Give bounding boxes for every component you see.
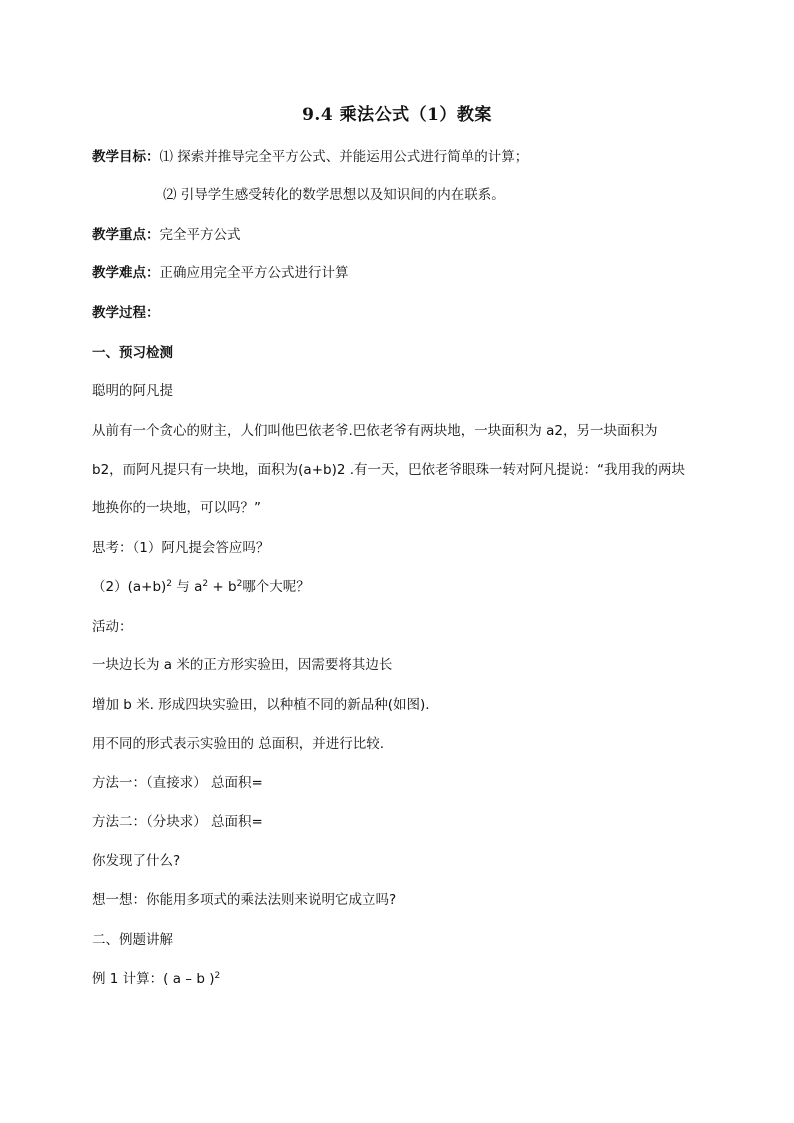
- section2-heading: 二、例题讲解: [92, 932, 173, 948]
- activity-line-1: 一块边长为 a 米的正方形实验田，因需要将其边长: [92, 657, 393, 673]
- key-point-label: 教学重点：: [92, 227, 160, 243]
- think-question-2: [92, 577, 310, 597]
- difficulty-line: [92, 263, 349, 283]
- key-point-line: [92, 225, 241, 245]
- section1-heading: 一、预习检测: [92, 345, 173, 361]
- q2-sup-1: 2: [166, 579, 173, 589]
- story-title: 聪明的阿凡提: [92, 383, 173, 399]
- process-label: 教学过程：: [92, 305, 160, 321]
- q2-part-4: 哪个大呢？: [242, 579, 310, 595]
- method-1: 方法一：（直接求） 总面积=: [92, 775, 263, 791]
- discover-question: 你发现了什么?: [92, 853, 181, 869]
- activity-line-3: 用不同的形式表示实验田的 总面积，并进行比较.: [92, 736, 385, 752]
- q2-part-3: + b: [208, 579, 237, 595]
- difficulty-label: 教学难点：: [92, 265, 160, 281]
- story-line-2: b2，而阿凡提只有一块地，面积为(a+b)2 .有一天，巴依老爷眼珠一转对阿凡提说：“我用我的两块: [92, 462, 686, 478]
- objectives-label: 教学目标：: [92, 149, 160, 165]
- q2-part-1: （2）(a+b): [92, 579, 167, 595]
- page-title: 9.4 乘法公式（1）教案: [302, 105, 492, 125]
- difficulty-text: 正确应用完全平方公式进行计算: [159, 265, 349, 281]
- think-question-1: 思考：（1）阿凡提会答应吗？: [92, 540, 270, 556]
- method-2: 方法二：（分块求） 总面积=: [92, 814, 263, 830]
- q2-sup-2: 2: [202, 579, 209, 589]
- objective-1: ⑴ 探索并推导完全平方公式、并能运用公式进行简单的计算；: [159, 149, 529, 165]
- example-1-sup: 2: [214, 971, 221, 981]
- q2-part-2: 与 a: [172, 579, 203, 595]
- key-point-text: 完全平方公式: [159, 227, 241, 243]
- activity-line-2: 增加 b 米. 形成四块实验田，以种植不同的新品种(如图).: [92, 697, 430, 713]
- q2-sup-3: 2: [236, 579, 243, 589]
- example-1-text: 例 1 计算：( a – b ): [92, 971, 215, 987]
- think-more: 想一想：你能用多项式的乘法法则来说明它成立吗?: [92, 892, 397, 908]
- objectives-line-1: [92, 147, 528, 167]
- example-1: [92, 969, 220, 989]
- story-line-1: 从前有一个贪心的财主，人们叫他巴依老爷.巴依老爷有两块地，一块面积为 a2，另一块面积为: [92, 423, 658, 439]
- activity-label: 活动：: [92, 619, 133, 635]
- objective-2: ⑵ 引导学生感受转化的数学思想以及知识间的内在联系。: [163, 187, 505, 203]
- story-line-3: 地换你的一块地，可以吗？”: [92, 500, 261, 516]
